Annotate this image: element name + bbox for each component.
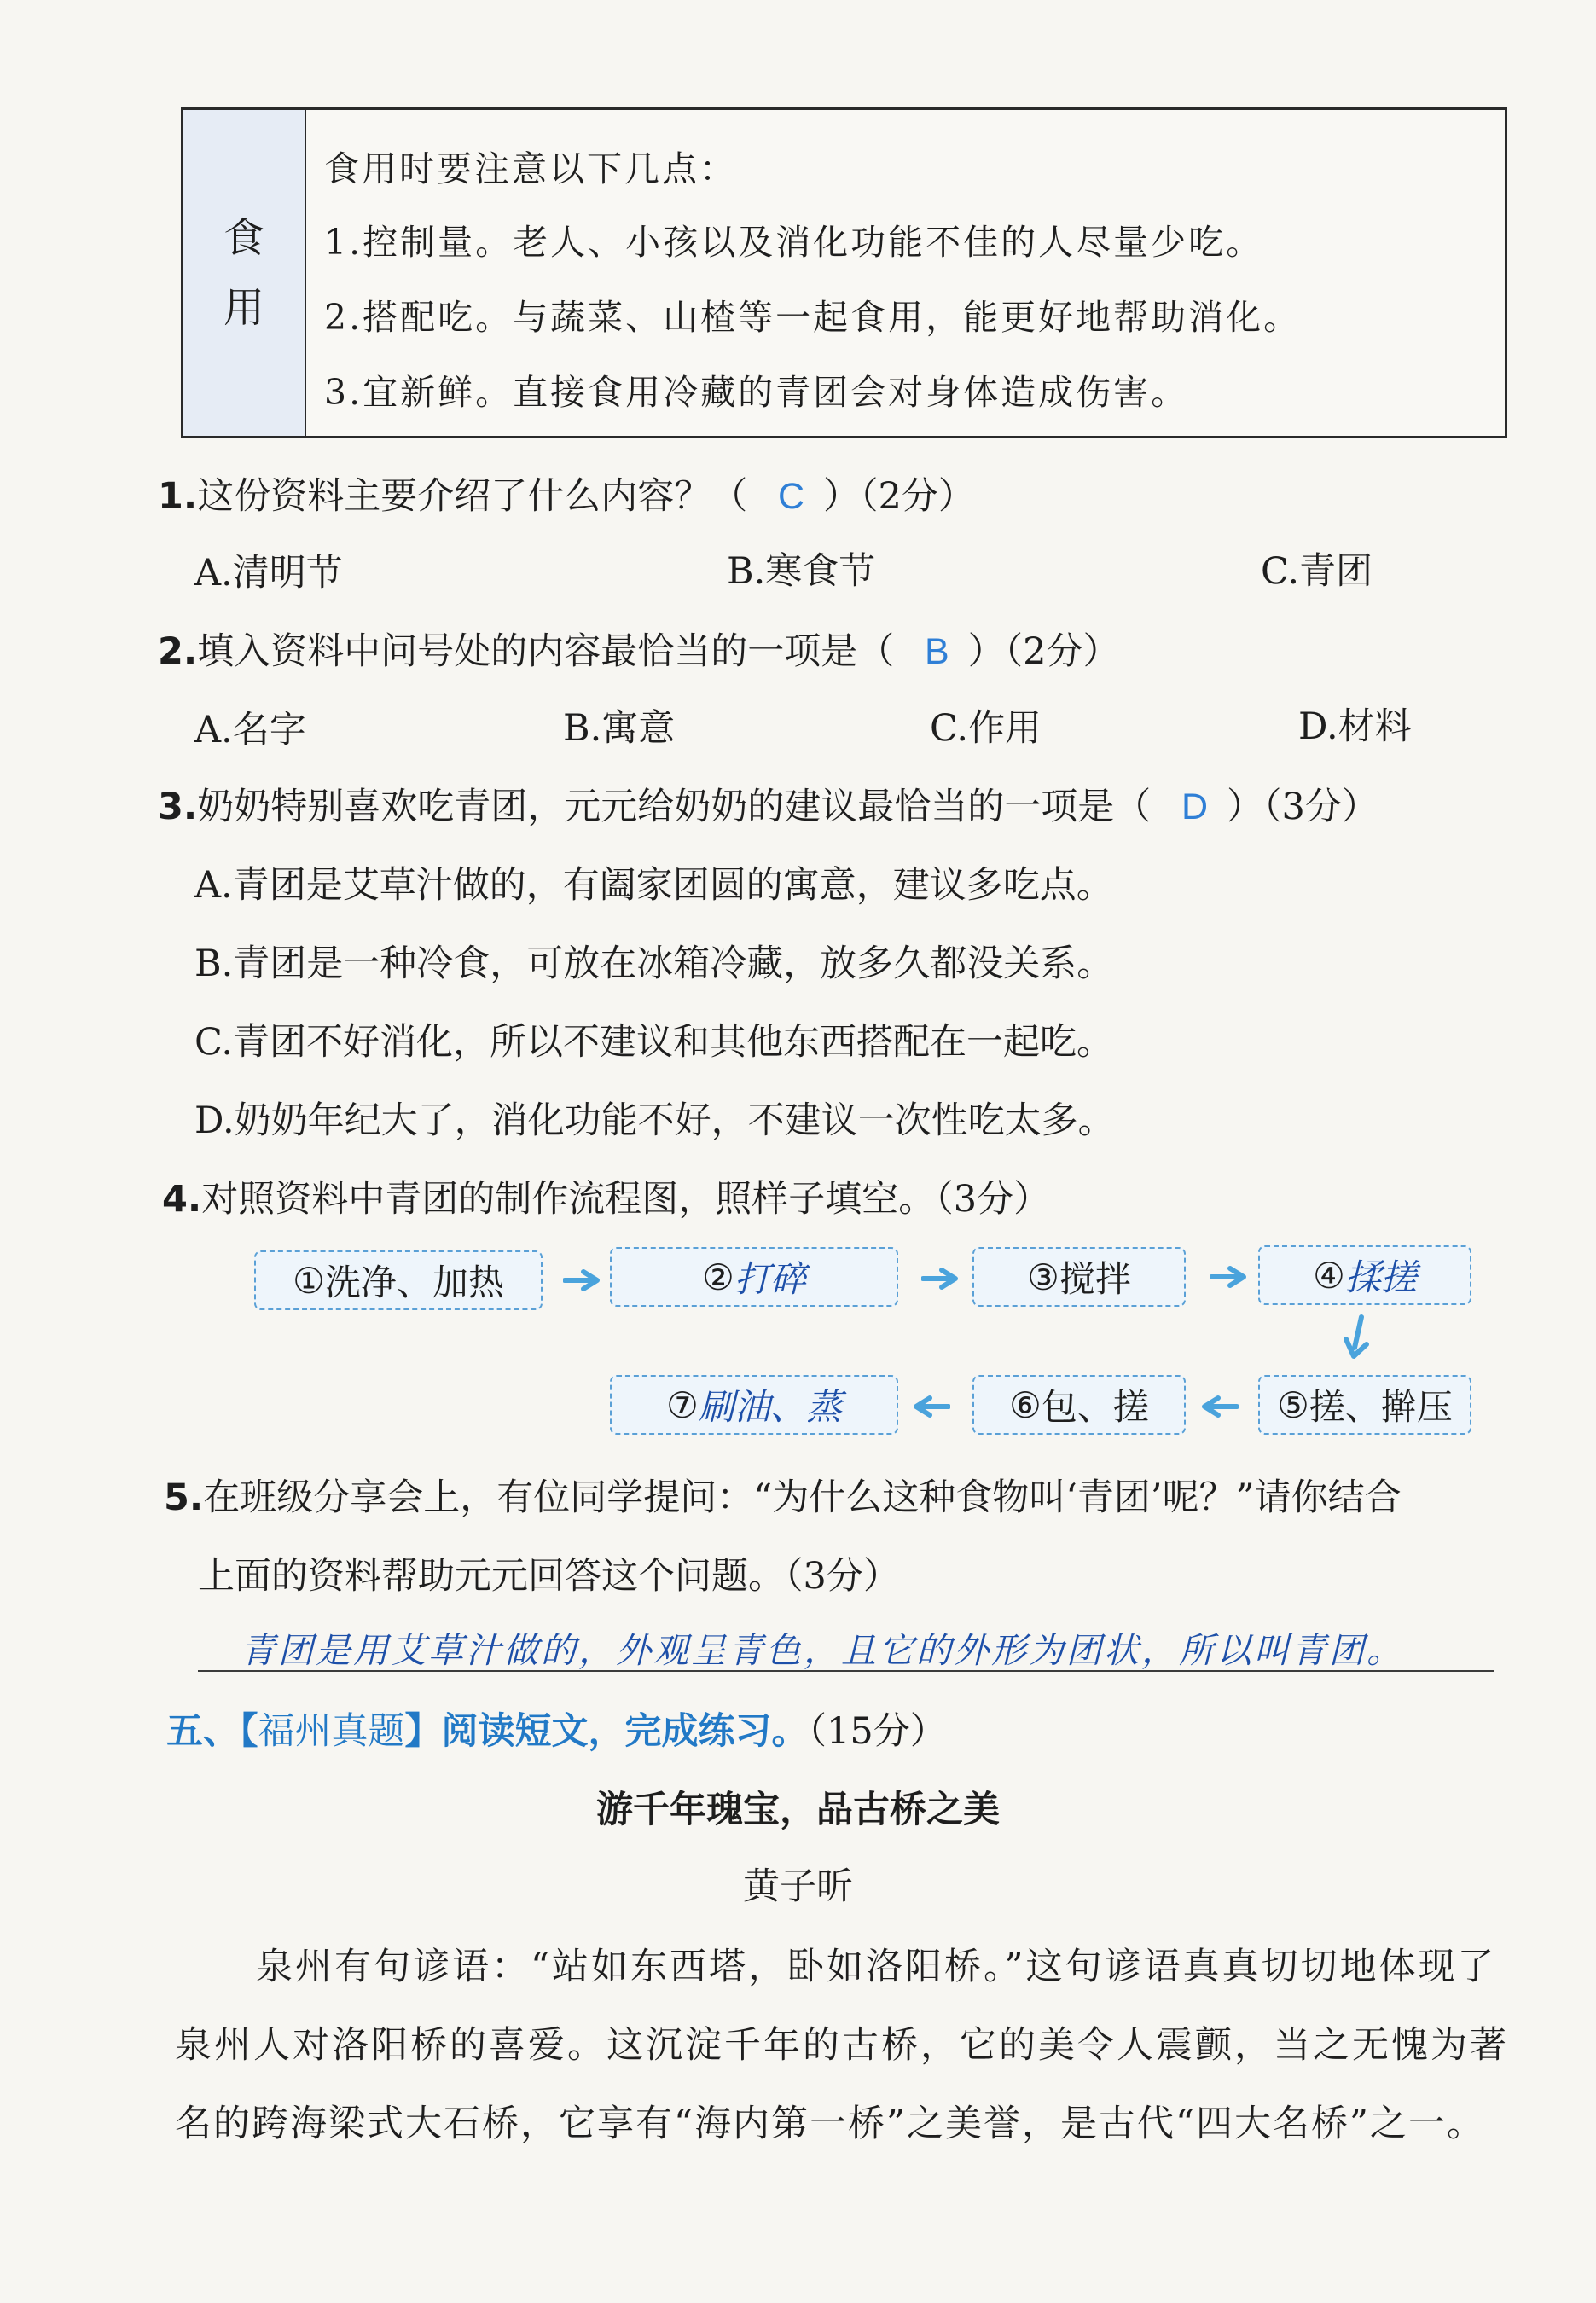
step-answer-text: 揉搓 [1344, 1256, 1417, 1298]
question-text-line: 上面的资料帮助元元回答这个问题。（3分） [198, 1555, 900, 1598]
question-number: 4. [162, 1178, 202, 1221]
question-number: 1. [158, 475, 198, 518]
question-number: 2. [158, 630, 198, 673]
question-score: ）（2分） [967, 630, 1120, 673]
table-label-char: 用 [223, 284, 264, 332]
section-prefix: 五、【 [166, 1710, 258, 1753]
arrow-right-icon [921, 1266, 961, 1291]
step-text: 洗净、加热 [324, 1262, 504, 1303]
option: A.清明节 [194, 552, 343, 595]
option: C.青团不好消化，所以不建议和其他东西搭配在一起吃。 [194, 1021, 1114, 1064]
article-paragraph-line: 泉州人对洛阳桥的喜爱。这沉淀千年的古桥，它的美令人震颤，当之无愧为著 [175, 2024, 1509, 2067]
option: C.青团 [1261, 550, 1373, 593]
step-text: 包、搓 [1041, 1386, 1149, 1428]
step-number: ② [702, 1256, 734, 1298]
question-text: 对照资料中青团的制作流程图，照样子填空。（3分） [201, 1178, 1051, 1221]
answer-mark: C [777, 476, 804, 517]
question-text: 填入资料中问号处的内容最恰当的一项是（ [197, 630, 895, 673]
flow-step-5 [1258, 1375, 1471, 1435]
step-text: 搓、擀压 [1309, 1386, 1453, 1428]
section-instruction: 】阅读短文，完成练习。 [404, 1710, 809, 1753]
question-number: 3. [158, 786, 198, 828]
question-text: 奶奶特别喜欢吃青团，元元给奶奶的建议最恰当的一项是（ [197, 786, 1152, 828]
option: B.青团是一种冷食，可放在冰箱冷藏，放多久都没关系。 [194, 943, 1114, 985]
arrow-right-icon [1210, 1264, 1249, 1290]
question-5 [164, 1469, 1402, 1521]
table-line: 1.控制量。老人、小孩以及消化功能不佳的人尽量少吃。 [324, 222, 1264, 263]
arrow-right-icon [563, 1268, 602, 1293]
question-1 [158, 467, 975, 519]
option: D.奶奶年纪大了，消化功能不好，不建议一次性吃太多。 [194, 1099, 1115, 1142]
step-number: ⑦ [666, 1384, 699, 1426]
option: D.材料 [1298, 705, 1412, 748]
question-3 [158, 778, 1378, 830]
flow-step-4 [1258, 1245, 1471, 1305]
table-label-cell [183, 110, 306, 436]
step-number: ⑤ [1277, 1384, 1309, 1426]
flow-step-6 [972, 1375, 1186, 1435]
handwritten-answer: 青团是用艾草汁做的，外观呈青色，且它的外形为团状，所以叫青团。 [241, 1630, 1404, 1671]
step-number: ⑥ [1009, 1384, 1042, 1426]
flow-step-7 [610, 1375, 898, 1435]
arrow-down-icon [1339, 1314, 1373, 1361]
arrow-left-icon [911, 1394, 950, 1419]
option: A.青团是艾草汁做的，有阖家团圆的寓意，建议多吃点。 [194, 864, 1113, 907]
article-paragraph-line: 名的跨海梁式大石桥，它享有“海内第一桥”之美誉，是古代“四大名桥”之一。 [175, 2103, 1485, 2145]
answer-mark: B [924, 631, 949, 672]
section-tag: 福州真题 [258, 1710, 405, 1753]
flow-step-1 [254, 1250, 543, 1310]
article-paragraph-line: 泉州有句谚语：“站如东西塔，卧如洛阳桥。”这句谚语真真切切地体现了 [256, 1946, 1497, 1988]
question-text: 这份资料主要介绍了什么内容？（ [197, 475, 748, 518]
step-answer-text: 打碎 [734, 1258, 806, 1300]
option: B.寒食节 [727, 550, 876, 593]
step-number: ④ [1313, 1254, 1345, 1297]
article-title: 游千年瑰宝，品古桥之美 [596, 1789, 1000, 1831]
section-header [166, 1703, 947, 1755]
step-text: 搅拌 [1059, 1258, 1131, 1300]
option: C.作用 [930, 707, 1042, 750]
table-line: 3.宜新鲜。直接食用冷藏的青团会对身体造成伤害。 [324, 372, 1189, 413]
answer-mark: D [1181, 786, 1208, 827]
table-line: 2.搭配吃。与蔬菜、山楂等一起食用，能更好地帮助消化。 [324, 297, 1302, 338]
table-line: 食用时要注意以下几点： [324, 148, 737, 189]
flow-step-3 [972, 1247, 1186, 1307]
question-4 [162, 1170, 1050, 1222]
question-2 [158, 623, 1119, 675]
answer-line [198, 1670, 1494, 1672]
question-text: 在班级分享会上，有位同学提问：“为什么这种食物叫‘青团’呢？”请你结合 [203, 1476, 1402, 1519]
step-number: ③ [1027, 1256, 1059, 1298]
question-score: ）（2分） [823, 475, 975, 518]
option: B.寓意 [563, 707, 676, 750]
option: A.名字 [194, 709, 306, 751]
section-score: （15分） [808, 1710, 947, 1753]
flow-step-2 [610, 1247, 898, 1307]
info-table [181, 107, 1507, 438]
table-label-char: 食 [223, 214, 264, 262]
step-number: ① [293, 1259, 325, 1302]
question-number: 5. [164, 1476, 204, 1519]
step-answer-text: 刷油、蒸 [698, 1386, 842, 1428]
arrow-left-icon [1199, 1394, 1239, 1419]
article-author: 黄子昕 [743, 1865, 853, 1908]
question-score: ）（3分） [1227, 786, 1378, 828]
